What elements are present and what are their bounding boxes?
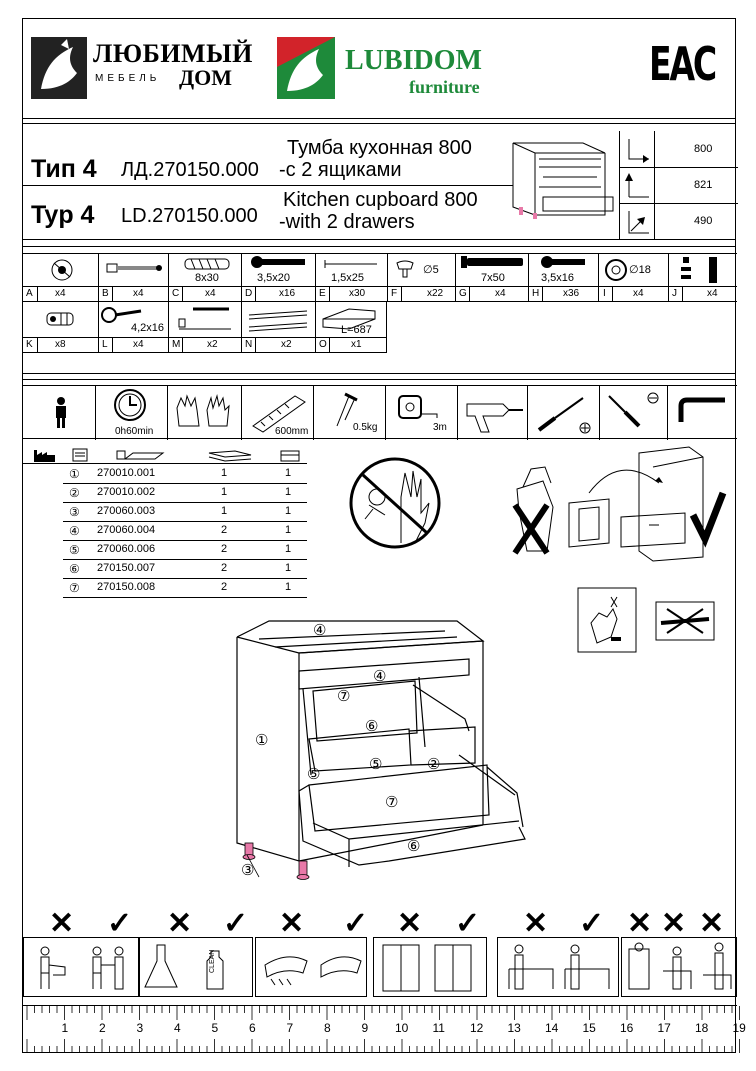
label-drawer-bottom-lower: ⑥	[407, 838, 421, 855]
hw-size-I: ∅18	[629, 264, 651, 276]
part-code: 270010.002	[97, 486, 156, 498]
label-rail: ④	[373, 668, 387, 685]
fox-logo-color-icon	[277, 37, 335, 99]
ruler-number: 6	[249, 1021, 256, 1035]
ruler-number: 10	[395, 1021, 409, 1035]
parts-row	[63, 560, 307, 579]
width-arrow-icon	[623, 135, 651, 165]
hw-qty-B: x4	[133, 288, 144, 299]
dim-height: 821	[694, 179, 713, 191]
hex-key-icon	[673, 392, 733, 432]
hw-letter-D: D	[245, 288, 253, 299]
hw-size-L: 4,2x16	[131, 322, 165, 334]
hw-letter-N: N	[245, 339, 253, 350]
height-arrow-icon	[623, 171, 651, 201]
hw-qty-D: x16	[279, 288, 296, 299]
part-qty-a: 2	[221, 543, 228, 555]
leg-adjuster-icon	[679, 255, 729, 285]
part-number: ②	[69, 486, 80, 500]
hw-size-O: L=687	[341, 324, 372, 336]
parts-row	[63, 484, 307, 503]
cap-icon	[603, 257, 629, 283]
hw-letter-K: K	[26, 339, 33, 350]
check-icon: ✓	[343, 907, 369, 940]
type-en-label: Typ 4	[31, 201, 95, 229]
parts-row	[63, 541, 307, 560]
cross-icon: ✕	[661, 907, 687, 940]
tools-row	[23, 385, 737, 439]
ruler-number: 18	[695, 1021, 709, 1035]
stack-icon	[205, 447, 255, 463]
part-qty-b: 1	[285, 543, 292, 555]
tip-illustration-people	[25, 939, 137, 995]
drill-icon	[463, 390, 527, 434]
parts-row	[63, 465, 307, 484]
dim-width: 800	[694, 143, 713, 155]
logo1-line2b: ДОМ	[179, 65, 233, 90]
hw-qty-A: x4	[55, 288, 66, 299]
part-qty-a: 1	[221, 486, 228, 498]
hw-letter-L: L	[102, 339, 108, 350]
screw-h-icon	[539, 255, 589, 269]
part-code: 270060.006	[97, 543, 156, 555]
cam-bolt-icon	[105, 261, 165, 275]
part-qty-a: 2	[221, 562, 228, 574]
name-en-line2: -with 2 drawers	[279, 211, 415, 233]
ruler-number: 13	[507, 1021, 521, 1035]
ruler-number: 3	[136, 1021, 144, 1035]
part-qty-a: 2	[221, 581, 228, 593]
part-qty-b: 1	[285, 524, 292, 536]
document-icon	[71, 447, 89, 463]
hardware-table	[23, 253, 737, 353]
plastic-dowel-icon	[45, 311, 81, 327]
hw-letter-G: G	[459, 288, 467, 299]
part-qty-a: 1	[221, 505, 228, 517]
hw-letter-I: I	[603, 288, 606, 299]
parts-row	[63, 503, 307, 522]
part-qty-b: 1	[285, 581, 292, 593]
cam-lock-icon	[47, 257, 77, 283]
hw-letter-E: E	[319, 288, 326, 299]
tool-length: 600mm	[275, 426, 309, 437]
hw-qty-J: x4	[707, 288, 718, 299]
hw-qty-F: x22	[427, 288, 444, 299]
assembly-diagram	[219, 615, 519, 891]
ruler-number: 17	[657, 1021, 671, 1035]
no-sharp-tools-icon	[655, 601, 715, 641]
tool-tape: 3m	[433, 422, 447, 433]
screw-d-icon	[249, 255, 309, 269]
hw-qty-L: x4	[133, 339, 144, 350]
tape-measure-icon	[395, 392, 439, 422]
hw-qty-M: x2	[207, 339, 218, 350]
logo-lubidom	[277, 35, 517, 105]
no-children-sign-icon	[345, 457, 449, 553]
recycle-instruction-icon	[509, 443, 725, 563]
tip-illustration-carry	[623, 939, 735, 995]
part-code: 270060.004	[97, 524, 156, 536]
cross-icon: ✕	[523, 907, 549, 940]
part-qty-a: 2	[221, 524, 228, 536]
ruler-number: 12	[470, 1021, 484, 1035]
label-foot: ③	[241, 862, 255, 879]
logo1-line2a: МЕБЕЛЬ	[95, 73, 161, 84]
check-icon: ✓	[455, 907, 481, 940]
code-ru: ЛД.270150.000	[121, 159, 259, 181]
label-drawer-bottom-upper: ⑥	[365, 718, 379, 735]
part-number: ③	[69, 505, 80, 519]
hw-qty-O: x1	[351, 339, 362, 350]
label-side-left: ①	[255, 732, 269, 749]
hw-size-H: 3,5x16	[541, 272, 575, 284]
hw-letter-H: H	[532, 288, 540, 299]
cross-icon: ✕	[627, 907, 653, 940]
part-qty-b: 1	[285, 486, 292, 498]
hw-qty-G: x4	[495, 288, 506, 299]
hw-letter-F: F	[391, 288, 398, 299]
cabinet-thumbnail	[509, 137, 619, 219]
tips-row	[23, 907, 737, 1003]
hw-letter-O: O	[319, 339, 327, 350]
hw-qty-C: x4	[205, 288, 216, 299]
ruler-number: 8	[324, 1021, 331, 1035]
cross-icon: ✕	[279, 907, 305, 940]
hw-letter-C: C	[172, 288, 180, 299]
parts-row	[63, 579, 307, 598]
hw-qty-I: x4	[633, 288, 644, 299]
shelf-pin-icon	[395, 259, 415, 279]
type-ru-label: Тип 4	[31, 155, 97, 183]
name-en-line1: Kitchen cupboard 800	[283, 189, 478, 211]
ruler-number: 2	[99, 1021, 106, 1035]
check-icon: ✓	[223, 907, 249, 940]
confirmat-icon	[459, 255, 525, 269]
part-qty-b: 1	[285, 467, 292, 479]
drawer-rail-icon	[245, 305, 311, 335]
cross-icon: ✕	[167, 907, 193, 940]
eac-mark: EAC	[649, 37, 716, 91]
ruler-number: 5	[211, 1021, 219, 1035]
ruler-number: 4	[174, 1021, 181, 1035]
label-drawer-front-lower: ⑦	[385, 794, 399, 811]
hw-qty-H: x36	[563, 288, 580, 299]
logo-lyubimy-dom	[31, 33, 261, 103]
screwdriver-flat-icon	[603, 390, 667, 434]
ruler-number: 11	[432, 1021, 445, 1035]
logo2-line1: LUBIDOM	[345, 45, 482, 76]
hw-size-E: 1,5x25	[331, 272, 365, 284]
part-code: 270150.008	[97, 581, 156, 593]
bracket-icon	[173, 305, 235, 335]
part-code: 270150.007	[97, 562, 156, 574]
part-number: ⑦	[69, 581, 80, 595]
check-icon: ✓	[579, 907, 605, 940]
instruction-sheet	[22, 18, 746, 1053]
name-ru-line2: -с 2 ящиками	[279, 159, 402, 181]
part-code: 270010.001	[97, 467, 156, 479]
hw-size-F: ∅5	[423, 264, 439, 276]
part-qty-b: 1	[285, 562, 292, 574]
parts-table	[23, 441, 307, 597]
dowel-icon	[183, 257, 233, 271]
label-top-panel: ④	[313, 622, 327, 639]
part-number: ⑥	[69, 562, 80, 576]
factory-icon	[33, 447, 57, 463]
depth-arrow-icon	[623, 207, 651, 237]
ruler-number: 7	[286, 1021, 294, 1035]
ruler-number: 16	[620, 1021, 634, 1035]
part-qty-a: 1	[221, 467, 228, 479]
ruler-number: 15	[582, 1021, 596, 1035]
hw-qty-K: x8	[55, 339, 66, 350]
part-number: ①	[69, 467, 80, 481]
label-drawer-front-upper: ⑦	[337, 688, 351, 705]
fox-logo-dark-icon	[31, 37, 87, 99]
box-icon	[279, 447, 303, 463]
tip-illustration-cloth	[257, 939, 365, 995]
part-code: 270060.003	[97, 505, 156, 517]
label-divider-right: ②	[427, 756, 441, 773]
ruler-number: 9	[361, 1021, 369, 1035]
parts-row	[63, 522, 307, 541]
dimensions-box	[619, 131, 737, 239]
logo2-line2: furniture	[409, 77, 480, 97]
cross-icon: ✕	[49, 907, 75, 940]
tool-weight: 0.5kg	[353, 422, 378, 433]
tip-illustration-wardrobes	[375, 939, 485, 995]
hw-size-C: 8x30	[195, 272, 219, 284]
cross-icon: ✕	[699, 907, 725, 940]
screwdriver-phillips-icon	[533, 390, 597, 434]
hw-letter-M: M	[172, 339, 181, 350]
tip-illustration-bottles	[141, 939, 251, 995]
wall-mount-warning-icon	[577, 587, 637, 653]
one-person-icon	[53, 396, 69, 428]
code-en: LD.270150.000	[121, 205, 258, 227]
check-icon: ✓	[107, 907, 133, 940]
nail-icon	[321, 259, 381, 269]
hw-qty-N: x2	[281, 339, 292, 350]
hw-size-D: 3,5x20	[257, 272, 291, 284]
part-number: ④	[69, 524, 80, 538]
tip-illustration-desks	[499, 939, 617, 995]
cross-icon: ✕	[397, 907, 423, 940]
name-ru-line1: Тумба кухонная 800	[287, 137, 472, 159]
ruler-number: 14	[545, 1021, 559, 1035]
ruler	[23, 1005, 746, 1052]
label-divider-mid: ⑤	[369, 756, 383, 773]
panel-icon	[115, 447, 165, 463]
label-divider-left: ⑤	[307, 766, 321, 783]
part-number: ⑤	[69, 543, 80, 557]
clock-icon	[113, 388, 147, 422]
dim-depth: 490	[694, 215, 713, 227]
logo1-line1: ЛЮБИМЫЙ	[93, 39, 253, 68]
hw-letter-J: J	[672, 288, 677, 299]
gloves-icon	[173, 392, 237, 432]
hw-size-G: 7x50	[481, 272, 505, 284]
hw-qty-E: x30	[349, 288, 366, 299]
part-qty-b: 1	[285, 505, 292, 517]
hw-letter-A: A	[26, 288, 33, 299]
ruler-number: 1	[61, 1021, 69, 1035]
hw-letter-B: B	[102, 288, 109, 299]
clean-label: CLEAN	[209, 949, 216, 973]
tool-time: 0h60min	[115, 426, 154, 437]
ruler-number: 19	[732, 1021, 746, 1035]
